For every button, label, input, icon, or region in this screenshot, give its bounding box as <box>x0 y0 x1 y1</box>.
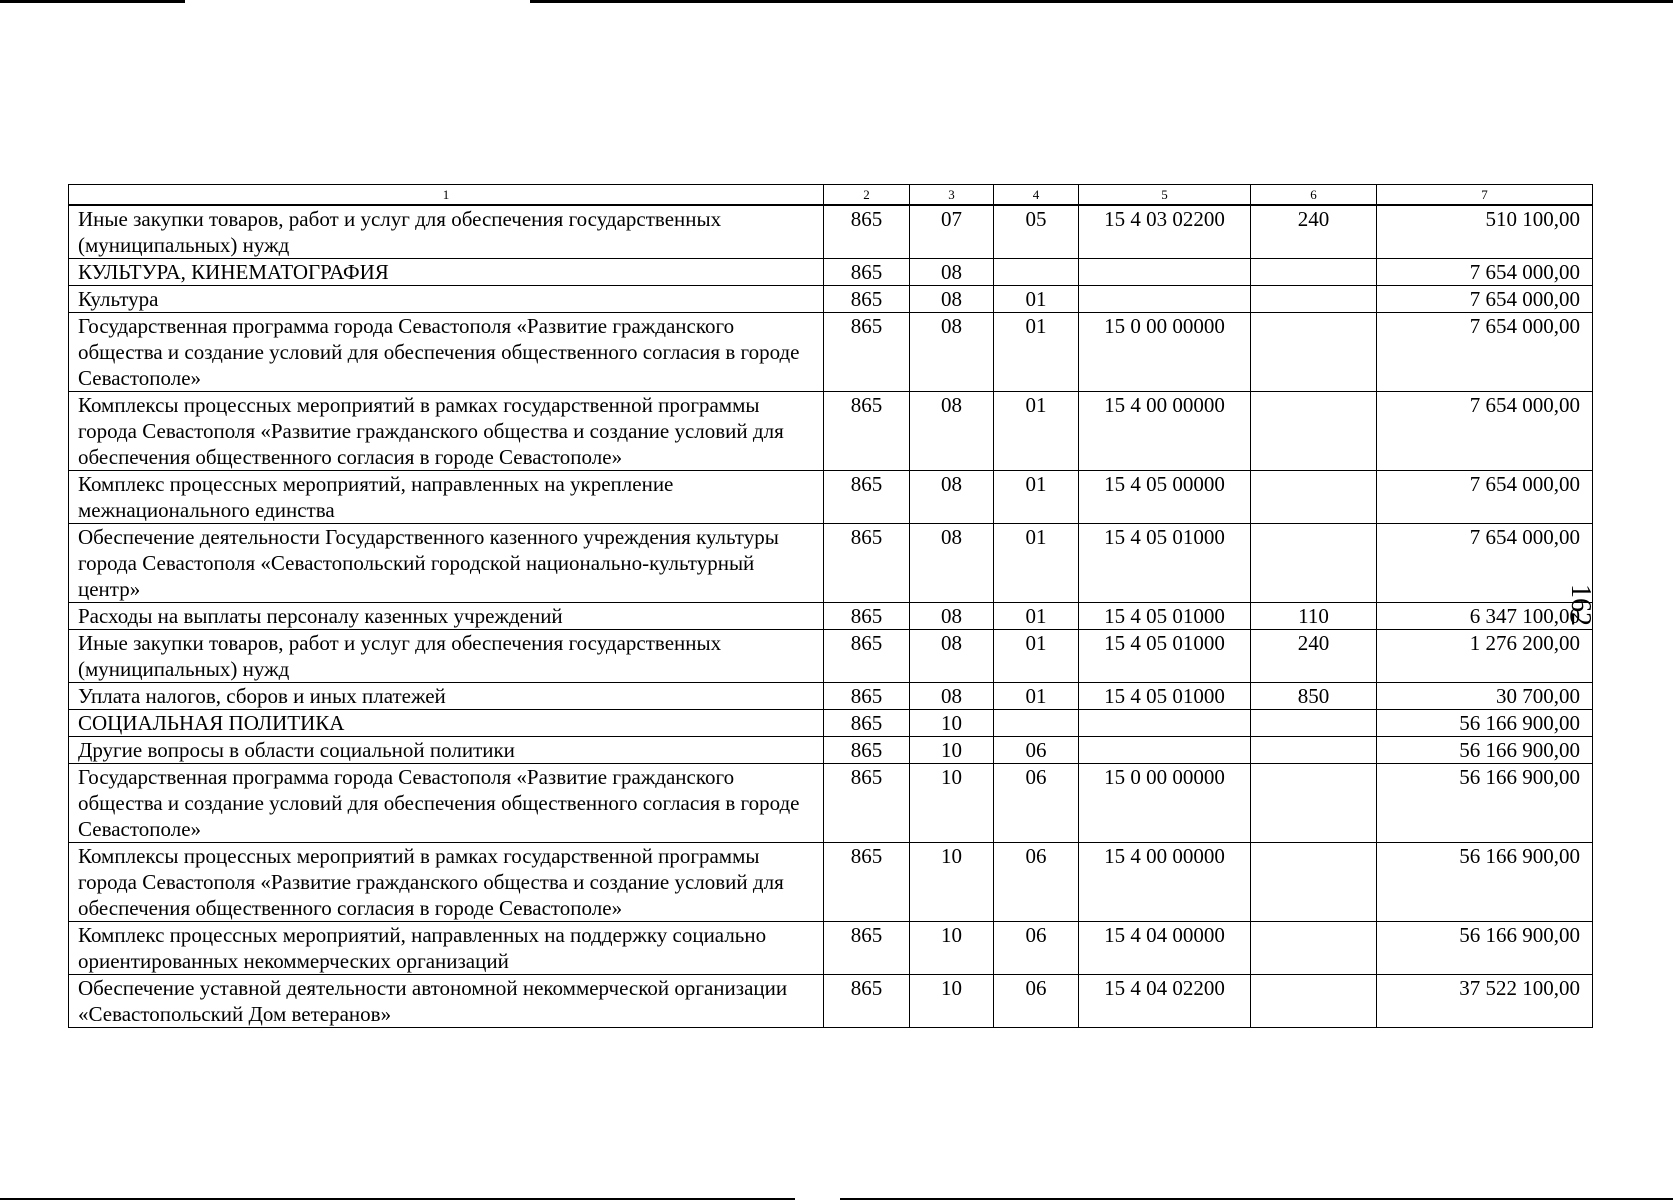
cell-target-article <box>1079 286 1251 313</box>
budget-expenditure-table <box>68 184 1593 1028</box>
column-number: 2 <box>824 185 910 206</box>
cell-name: Другие вопросы в области социальной политики <box>69 737 824 764</box>
cell-glava: 865 <box>824 764 910 843</box>
column-number: 3 <box>910 185 994 206</box>
cell-expense-type <box>1251 392 1377 471</box>
cell-podrazdel: 06 <box>994 737 1079 764</box>
cell-name: Обеспечение уставной деятельности автономной некоммерческой организации «Севастопольский Дом ветеранов» <box>69 975 824 1028</box>
cell-glava: 865 <box>824 205 910 259</box>
cell-razdel: 08 <box>910 286 994 313</box>
cell-podrazdel: 05 <box>994 205 1079 259</box>
table-row <box>69 286 1593 313</box>
cell-amount: 7 654 000,00 <box>1377 392 1593 471</box>
column-number: 1 <box>69 185 824 206</box>
column-number-row <box>69 185 1593 206</box>
cell-expense-type <box>1251 843 1377 922</box>
page-number: 162 <box>1565 584 1596 626</box>
cell-target-article: 15 0 00 00000 <box>1079 313 1251 392</box>
cell-name: Культура <box>69 286 824 313</box>
cell-expense-type <box>1251 975 1377 1028</box>
cell-amount: 7 654 000,00 <box>1377 286 1593 313</box>
cell-glava: 865 <box>824 922 910 975</box>
cell-razdel: 10 <box>910 764 994 843</box>
cell-name: СОЦИАЛЬНАЯ ПОЛИТИКА <box>69 710 824 737</box>
cell-amount: 7 654 000,00 <box>1377 471 1593 524</box>
cell-target-article: 15 4 00 00000 <box>1079 843 1251 922</box>
scan-edge-mark <box>530 0 1673 3</box>
cell-podrazdel: 01 <box>994 683 1079 710</box>
cell-podrazdel: 01 <box>994 313 1079 392</box>
cell-razdel: 08 <box>910 630 994 683</box>
cell-podrazdel <box>994 259 1079 286</box>
column-number: 5 <box>1079 185 1251 206</box>
cell-expense-type <box>1251 313 1377 392</box>
cell-expense-type: 110 <box>1251 603 1377 630</box>
cell-amount: 56 166 900,00 <box>1377 764 1593 843</box>
cell-target-article: 15 4 03 02200 <box>1079 205 1251 259</box>
cell-podrazdel: 06 <box>994 764 1079 843</box>
cell-amount: 56 166 900,00 <box>1377 843 1593 922</box>
cell-glava: 865 <box>824 286 910 313</box>
cell-podrazdel: 06 <box>994 843 1079 922</box>
table-row <box>69 313 1593 392</box>
cell-glava: 865 <box>824 843 910 922</box>
cell-name: Комплекс процессных мероприятий, направленных на укрепление межнационального единства <box>69 471 824 524</box>
cell-target-article: 15 4 05 01000 <box>1079 630 1251 683</box>
cell-podrazdel: 06 <box>994 975 1079 1028</box>
cell-target-article: 15 4 05 00000 <box>1079 471 1251 524</box>
cell-glava: 865 <box>824 603 910 630</box>
cell-razdel: 10 <box>910 922 994 975</box>
cell-razdel: 08 <box>910 471 994 524</box>
cell-glava: 865 <box>824 471 910 524</box>
table-row <box>69 392 1593 471</box>
cell-target-article: 15 4 05 01000 <box>1079 683 1251 710</box>
cell-razdel: 10 <box>910 843 994 922</box>
cell-razdel: 07 <box>910 205 994 259</box>
cell-razdel: 10 <box>910 975 994 1028</box>
cell-name: Уплата налогов, сборов и иных платежей <box>69 683 824 710</box>
cell-glava: 865 <box>824 737 910 764</box>
cell-target-article: 15 4 04 02200 <box>1079 975 1251 1028</box>
cell-expense-type <box>1251 764 1377 843</box>
cell-expense-type <box>1251 524 1377 603</box>
cell-name: Комплексы процессных мероприятий в рамках государственной программы города Севастополя «Развитие гражданского общества и создание условий для обеспечения общественного согласия в городе Севастополе» <box>69 392 824 471</box>
cell-amount: 56 166 900,00 <box>1377 710 1593 737</box>
table-row <box>69 524 1593 603</box>
cell-target-article <box>1079 737 1251 764</box>
cell-glava: 865 <box>824 630 910 683</box>
cell-target-article: 15 4 05 01000 <box>1079 524 1251 603</box>
cell-razdel: 08 <box>910 524 994 603</box>
cell-razdel: 08 <box>910 392 994 471</box>
cell-name: Обеспечение деятельности Государственного казенного учреждения культуры города Севастополя «Севастопольский городской национально-культурный центр» <box>69 524 824 603</box>
cell-podrazdel: 01 <box>994 524 1079 603</box>
table-row <box>69 737 1593 764</box>
cell-glava: 865 <box>824 683 910 710</box>
cell-expense-type <box>1251 259 1377 286</box>
table-body <box>69 205 1593 1028</box>
cell-glava: 865 <box>824 313 910 392</box>
cell-name: Комплекс процессных мероприятий, направленных на поддержку социально ориентированных некоммерческих организаций <box>69 922 824 975</box>
cell-amount: 7 654 000,00 <box>1377 313 1593 392</box>
cell-podrazdel: 01 <box>994 471 1079 524</box>
cell-razdel: 08 <box>910 313 994 392</box>
cell-podrazdel: 01 <box>994 603 1079 630</box>
cell-target-article <box>1079 259 1251 286</box>
cell-name: Иные закупки товаров, работ и услуг для обеспечения государственных (муниципальных) нужд <box>69 630 824 683</box>
table-row <box>69 843 1593 922</box>
table-row <box>69 683 1593 710</box>
cell-podrazdel: 06 <box>994 922 1079 975</box>
cell-podrazdel: 01 <box>994 392 1079 471</box>
scan-edge-mark <box>0 0 185 3</box>
cell-podrazdel: 01 <box>994 286 1079 313</box>
cell-expense-type <box>1251 286 1377 313</box>
cell-glava: 865 <box>824 710 910 737</box>
cell-expense-type: 240 <box>1251 205 1377 259</box>
cell-amount: 7 654 000,00 <box>1377 259 1593 286</box>
cell-name: Государственная программа города Севастополя «Развитие гражданского общества и создание условий для обеспечения общественного согласия в городе Севастополе» <box>69 764 824 843</box>
cell-razdel: 08 <box>910 683 994 710</box>
cell-razdel: 08 <box>910 603 994 630</box>
table-row <box>69 205 1593 259</box>
cell-expense-type: 850 <box>1251 683 1377 710</box>
cell-glava: 865 <box>824 392 910 471</box>
cell-target-article: 15 4 00 00000 <box>1079 392 1251 471</box>
cell-glava: 865 <box>824 524 910 603</box>
cell-amount: 37 522 100,00 <box>1377 975 1593 1028</box>
cell-name: Иные закупки товаров, работ и услуг для обеспечения государственных (муниципальных) нужд <box>69 205 824 259</box>
cell-amount: 56 166 900,00 <box>1377 737 1593 764</box>
cell-expense-type <box>1251 737 1377 764</box>
cell-target-article: 15 0 00 00000 <box>1079 764 1251 843</box>
cell-amount: 56 166 900,00 <box>1377 922 1593 975</box>
table-row <box>69 471 1593 524</box>
cell-target-article: 15 4 04 00000 <box>1079 922 1251 975</box>
column-number: 7 <box>1377 185 1593 206</box>
cell-razdel: 10 <box>910 710 994 737</box>
table-row <box>69 630 1593 683</box>
cell-name: КУЛЬТУРА, КИНЕМАТОГРАФИЯ <box>69 259 824 286</box>
cell-amount: 510 100,00 <box>1377 205 1593 259</box>
table-header <box>69 185 1593 206</box>
cell-amount: 30 700,00 <box>1377 683 1593 710</box>
cell-expense-type <box>1251 922 1377 975</box>
cell-glava: 865 <box>824 259 910 286</box>
cell-amount: 6 347 100,00 <box>1377 603 1593 630</box>
table-row <box>69 922 1593 975</box>
cell-expense-type <box>1251 471 1377 524</box>
cell-amount: 1 276 200,00 <box>1377 630 1593 683</box>
cell-name: Государственная программа города Севастополя «Развитие гражданского общества и создание условий для обеспечения общественного согласия в городе Севастополе» <box>69 313 824 392</box>
cell-razdel: 10 <box>910 737 994 764</box>
cell-target-article: 15 4 05 01000 <box>1079 603 1251 630</box>
table-row <box>69 259 1593 286</box>
column-number: 6 <box>1251 185 1377 206</box>
table-row <box>69 975 1593 1028</box>
cell-expense-type: 240 <box>1251 630 1377 683</box>
table-row <box>69 710 1593 737</box>
column-number: 4 <box>994 185 1079 206</box>
cell-target-article <box>1079 710 1251 737</box>
cell-amount: 7 654 000,00 <box>1377 524 1593 603</box>
cell-glava: 865 <box>824 975 910 1028</box>
cell-name: Комплексы процессных мероприятий в рамках государственной программы города Севастополя «Развитие гражданского общества и создание условий для обеспечения общественного согласия в городе Севастополе» <box>69 843 824 922</box>
cell-podrazdel: 01 <box>994 630 1079 683</box>
cell-expense-type <box>1251 710 1377 737</box>
cell-razdel: 08 <box>910 259 994 286</box>
cell-podrazdel <box>994 710 1079 737</box>
table-row <box>69 764 1593 843</box>
table-row <box>69 603 1593 630</box>
cell-name: Расходы на выплаты персоналу казенных учреждений <box>69 603 824 630</box>
